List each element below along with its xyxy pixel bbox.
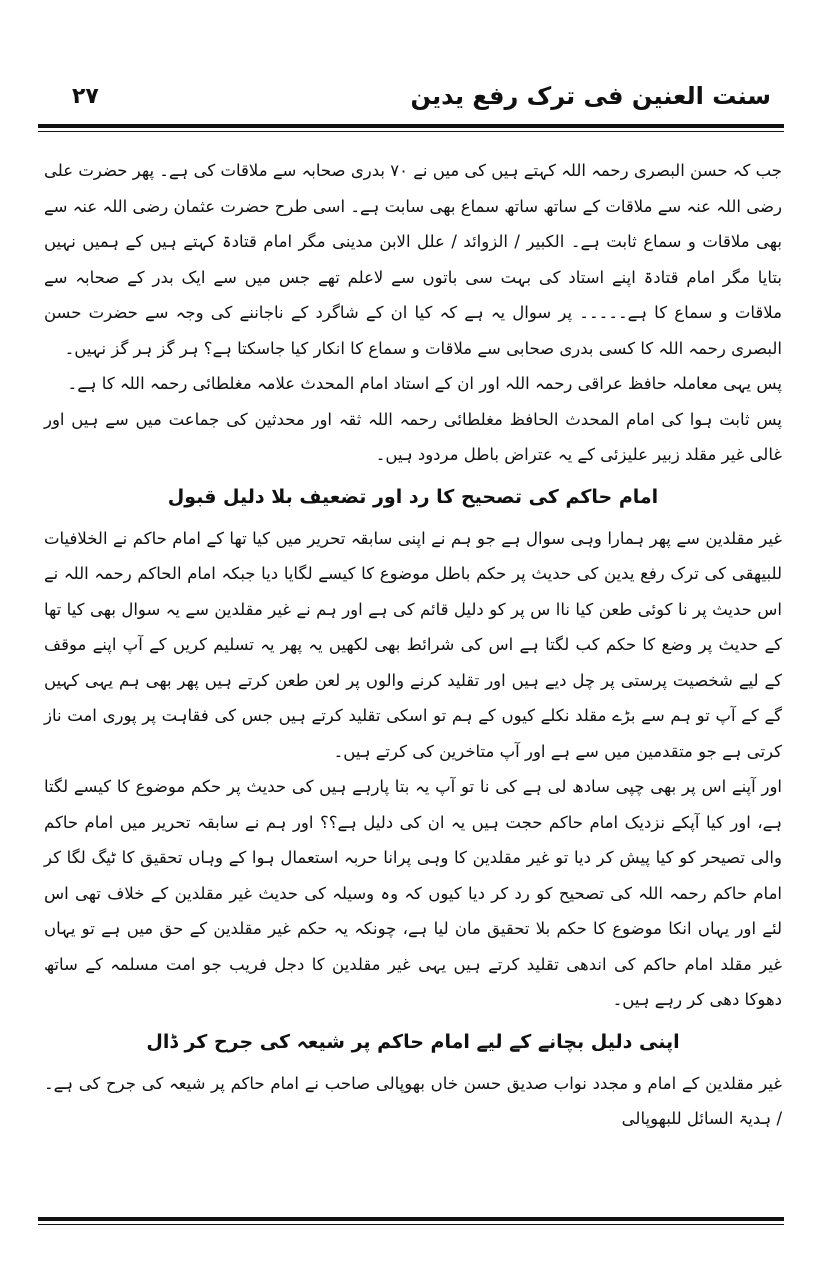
section-heading: امام حاکم کی تصحیح کا رد اور تضعیف بلا دلیل قبول: [167, 485, 659, 508]
footer-rule-thin: [38, 1224, 784, 1225]
page-header: [52, 76, 771, 126]
paragraph: پس یہی معاملہ حافظ عراقی رحمہ اللہ اور ان کے استاد امام المحدث علامہ مغلطائی رحمہ اللہ کا ہے۔: [67, 374, 782, 393]
paragraph: پس ثابت ہوا کی امام المحدث الحافظ مغلطائی رحمہ اللہ ثقہ اور محدثین کی جماعت میں سے ہیں اور غالی غیر مقلد زبیر علیزئی کے یہ عتراض باطل مردود ہیں۔: [44, 409, 782, 464]
page-number: ۲۷: [72, 84, 99, 109]
header-rule-thin: [38, 131, 784, 132]
section-heading: اپنی دلیل بچانے کے لیے امام حاکم پر شیعہ کی جرح کر ڈال: [146, 1030, 680, 1053]
paragraph: غیر مقلدین کے امام و مجدد نواب صدیق حسن خاں بھوپالی صاحب نے امام حاکم پر شیعہ کی جرح کی ہے۔ / ہدیۃ السائل للبھوپالی: [44, 1073, 782, 1128]
footer-rule-thick: [38, 1217, 784, 1221]
paragraph: جب کہ حسن البصری رحمہ اللہ کہتے ہیں کی میں نے ۷۰ بدری صحابہ سے ملاقات کی ہے۔ پھر حضرت علی رضی اللہ عنہ سے ملاقات کے ساتھ ساتھ سماع بھی سابت ہے۔ اسی طرح حضرت عثمان رضی اللہ عنہ سے بھی ملاقات و سماع ثابت ہے۔ الکبیر / الزوائد / علل الابن مدینی مگر امام قتادۃ کہتے ہیں کے ہمیں نہیں بتایا مگر امام قتادۃ اپنے استاد کی بہت سی باتوں سے لاعلم تھے جس میں سے ایک بدر کے صحابہ سے ملاقات و سماع کا ہے۔۔۔۔۔ پر سوال یہ ہے کہ کیا ان کے شاگرد کے ناجاننے کی وجہ سے حضرت حسن البصری رحمہ اللہ کا کسی بدری صحابی سے ملاقات و سماع کا انکار کیا جاسکتا ہے؟ ہر گز ہر گز نہیں۔: [44, 161, 782, 358]
paragraph: غیر مقلدین سے پھر ہمارا وہی سوال ہے جو ہم نے اپنی سابقہ تحریر میں کیا تھا کے امام حاکم نے الخلافیات للبیھقی کی ترک رفع یدین کی حدیث پر حکم باطل موضوع کا کیسے لگایا دیا جبکہ امام الحاکم رحمہ اللہ نے اس حدیث پر نا کوئی طعن کیا ناا س پر کو دلیل قائم کی ہے اور ہم نے غیر مقلدین سے یہ سوال بھی کیا تھا کے حدیث پر وضع کا حکم کب لگتا ہے اس کی شرائط بھی لکھیں یہ پھر یہ تسلیم کریں کے آپ اپنے موقف کے لیے شخصیت پرستی پر چل دیے ہیں اور تقلید کرنے والوں پر لعن طعن کرتے ہیں پھر بھی ہم یہی کہیں گے کے آپ تو ہم سے بڑے مقلد نکلے کیوں کے ہم تو اسکی تقلید کرتے ہیں جس کی فقاہت پر پوری امت ناز کرتی ہے جو متقدمین میں سے ہے اور آپ متاخرین کی کرتے ہیں۔: [44, 528, 782, 761]
book-title: سنت العنین فی ترک رفع یدین: [410, 82, 771, 110]
paragraph: اور آپنے اس پر بھی چپی سادھ لی ہے کی نا تو آپ یہ بتا پارہے ہیں کی حدیث پر حکم موضوع کا کیسے لگتا ہے، اور کیا آپکے نزدیک امام حاکم حجت ہیں یہ ان کی دلیل ہے؟؟ اور ہم نے سابقہ تحریر میں امام حاکم والی تصیحر کو کیا پیش کر دیا تو غیر مقلدین کا وہی پرانا حربہ استعمال ہوا کے وہاں تحقیق کا ٹیگ لگا کر امام حاکم رحمہ اللہ کی تصحیح کو رد کر دیا کیوں کہ وہ وسیلہ کی حدیث غیر مقلدین کے خلاف تھی اس لئے اور یہاں انکا موضوع کا حکم بلا تحقیق مان لیا ہے، چونکہ یہ حکم غیر مقلدین کے حق میں ہے تو یہاں غیر مقلد امام حاکم کی اندھی تقلید کرتے ہیں یہی غیر مقلدین کا دجل فریب جو امت مسلمہ کے ساتھ دھوکا دھی کر رہے ہیں۔: [44, 777, 782, 1009]
body-text: [44, 153, 782, 1137]
header-rule-thick: [38, 124, 784, 128]
